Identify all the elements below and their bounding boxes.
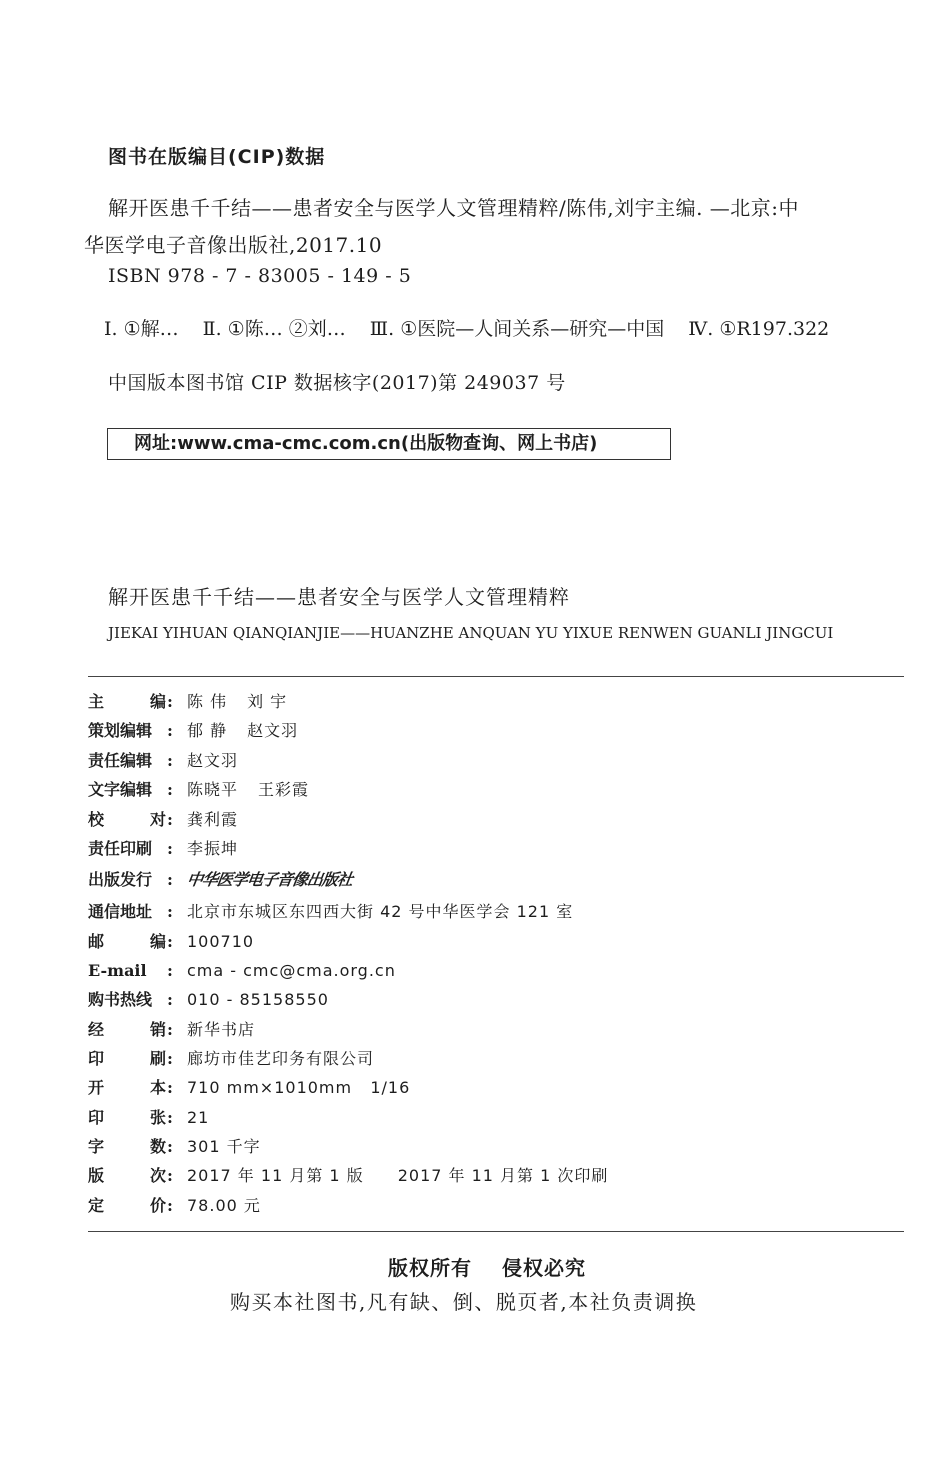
rights-statement: 版权所有 侵权必究 xyxy=(388,1256,586,1280)
subject-heading-4: Ⅳ. ①R197.322 xyxy=(688,318,830,340)
subject-heading-3: Ⅲ. ①医院—人间关系—研究—中国 xyxy=(369,318,665,340)
cip-bibliographic-line-1: 解开医患千千结——患者安全与医学人文管理精粹/陈伟,刘宇主编. —北京:中 xyxy=(108,196,800,220)
hotline-value: 010 - 85158550 xyxy=(187,990,329,1009)
email-value: cma - cmc@cma.org.cn xyxy=(187,961,396,980)
address-value: 北京市东城区东四西大街 42 号中华医学会 121 室 xyxy=(187,902,574,921)
planning-editor-name-2: 赵文羽 xyxy=(247,721,299,740)
cip-verification-number: 中国版本图书馆 CIP 数据核字(2017)第 249037 号 xyxy=(108,372,566,394)
book-title-pinyin: JIEKAI YIHUAN QIANQIANJIE——HUANZHE ANQUAN YU YIXUE RENWEN GUANLI JINGCUI xyxy=(108,624,834,642)
divider-top xyxy=(88,676,904,677)
copy-editor-name-1: 陈晓平 xyxy=(187,780,239,799)
word-count-value: 301 千字 xyxy=(187,1137,261,1156)
isbn: ISBN 978 - 7 - 83005 - 149 - 5 xyxy=(108,265,412,287)
distributor-value: 新华书店 xyxy=(187,1020,256,1039)
subject-heading-1: Ⅰ. ①解… xyxy=(104,318,179,340)
responsible-editor-value: 赵文羽 xyxy=(187,751,239,770)
cip-bibliographic-line-2: 华医学电子音像出版社,2017.10 xyxy=(84,233,383,257)
copyright-page: 图书在版编目(CIP)数据 解开医患千千结——患者安全与医学人文管理精粹/陈伟,刘宇主编. —北京:中 华医学电子音像出版社,2017.10 ISBN 978 - 7 - 83005 - 149 - 5 Ⅰ. ①解… Ⅱ. ①陈… ②刘… Ⅲ. ①医院—人间关系—研究—中国 Ⅳ. ①R197.322 中国版本图书馆 CIP 数据核字(2017)第 249037 号 网址:www.cma-cmc.com.cn(出版物查询、网上书店) 解开医患千千结——患者安全与医学人文管理精粹 JIEKAI YIHUAN QIANQIANJIE——HUANZHE ANQUAN YU YIXUE RENWEN GUANLI JINGCUI 主 编 : 陈 伟 刘 宇 策划编辑 : 郁 静 赵文羽 责任编辑 : 赵文羽 文字编辑 : 陈晓平 王彩霞 校 对 : 龚利霞 责任印刷 : 李振坤 出版发行 : 中华医学电子音像出版社 通信地址 : 北京市东城区东四西大街 42 号中华医学会 121 室 邮 编 : 100710 E-mail : cma - cmc@cma.org.cn 购书热线 : 010 - 85158550 经 销 : 新华书店 印 刷 : 廊坊市佳艺印务有限公司 开 本 : 710 mm×1010mm 1/16 印 张 : 21 字 数 : 301 千字 版 次 : 2017 年 11 月第 1 版 2017 年 11 月第 1 次印刷 定 价 : 78.00 元 版权所有 侵权必究 购买本社图书,凡有缺、倒、脱页者,本社负责调换 xyxy=(0,0,950,1457)
book-title-chinese: 解开医患千千结——患者安全与医学人文管理精粹 xyxy=(108,585,570,609)
copy-editor-name-2: 王彩霞 xyxy=(258,780,310,799)
proofreader-value: 龚利霞 xyxy=(187,810,239,829)
rights-replacement-note: 购买本社图书,凡有缺、倒、脱页者,本社负责调换 xyxy=(230,1290,698,1314)
price-value: 78.00 元 xyxy=(187,1196,261,1215)
print-supervisor-value: 李振坤 xyxy=(187,839,239,858)
credit-label: 主 编 xyxy=(88,692,166,711)
chief-editor-name-1: 陈 伟 xyxy=(187,692,228,711)
subject-heading-2: Ⅱ. ①陈… ②刘… xyxy=(202,318,346,340)
postcode-value: 100710 xyxy=(187,932,255,951)
printing-value: 2017 年 11 月第 1 次印刷 xyxy=(397,1166,609,1185)
divider-bottom xyxy=(88,1231,904,1232)
chief-editor-name-2: 刘 宇 xyxy=(247,692,288,711)
publisher-logo: 中华医学电子音像出版社 xyxy=(185,870,354,889)
printer-value: 廊坊市佳艺印务有限公司 xyxy=(187,1049,375,1068)
planning-editor-name-1: 郁 静 xyxy=(187,721,228,740)
sheets-value: 21 xyxy=(187,1108,210,1127)
edition-value: 2017 年 11 月第 1 版 xyxy=(187,1166,364,1185)
format-value: 710 mm×1010mm 1/16 xyxy=(187,1078,411,1097)
cip-subject-headings xyxy=(104,314,829,341)
website-box: 网址:www.cma-cmc.com.cn(出版物查询、网上书店) xyxy=(107,428,671,460)
cip-heading: 图书在版编目(CIP)数据 xyxy=(108,146,326,168)
